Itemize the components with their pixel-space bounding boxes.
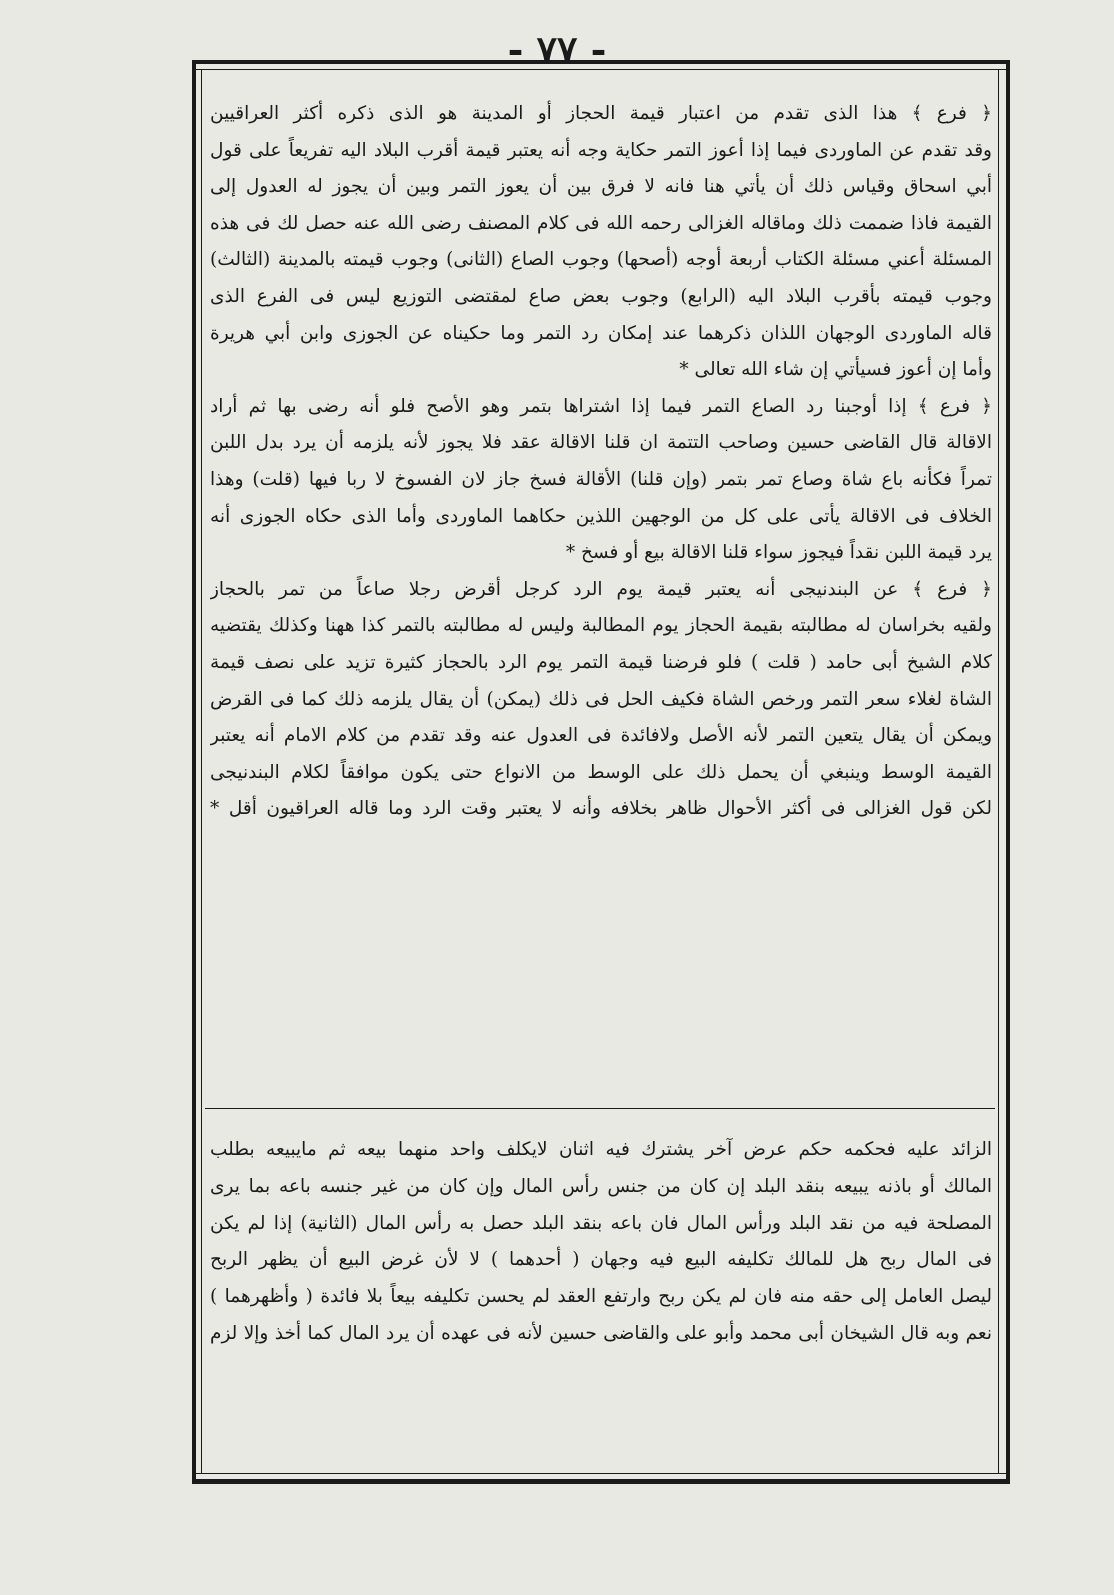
text-line: الشاة لغلاء سعر التمر ورخص الشاة فكيف الحل فى ذلك (يمكن) أن يقال يلزمه ذلك كما فى القرض [210, 688, 992, 710]
text-line: الاقالة قال القاضى حسين وصاحب التتمة ان قلنا الاقالة عقد فلا يجوز لأنه يلزمه أن يرد بدل اللبن [210, 432, 992, 454]
footnote-line: ليصل العامل إلى حقه منه فان لم يكن ربح وارتفع العقد لم يحسن تكليفه بيعاً بلا فائدة ( وأظهرهما ) [210, 1286, 992, 1308]
text-line: وقد تقدم عن الماوردى فيما إذا أعوز التمر حكاية وجه أنه يعتبر قيمة أقرب البلاد اليه تفريعاً على قول [210, 139, 992, 161]
text-line: المسئلة أعني مسئلة الكتاب أربعة أوجه (أصحها) وجوب الصاع (الثانى) وجوب قيمته بالمدينة (الثالث) [210, 249, 992, 271]
text-line: ولقيه بخراسان له مطالبته بقيمة الحجاز يوم المطالبة وليس له مطالبته بالتمر كذا ههنا وكذلك يقتضيه [210, 615, 992, 637]
top-double-rule [192, 60, 1010, 70]
main-text [210, 96, 992, 828]
text-line: وأما إن أعوز فسيأتي إن شاء الله تعالى * [679, 359, 992, 381]
footnote-line: نعم وبه قال الشيخان أبى محمد وأبو على والقاضى حسين لأنه فى عهده أن يرد المال كما أخذ وإلا لزم [210, 1322, 992, 1344]
footnote-line: المالك أو باذنه يبيعه بنقد البلد إن كان من جنس رأس المال وإن كان من غير جنسه باعه بما يرى [210, 1175, 992, 1197]
text-line: يرد قيمة اللبن نقداً فيجوز سواء قلنا الاقالة بيع أو فسخ * [565, 542, 992, 564]
footnote-line: فى المال ربح هل للمالك تكليفه البيع فيه وجهان ( أحدهما ) لا لأن غرض البيع أن يظهر الربح [210, 1249, 992, 1271]
text-line: ﴿ فرع ﴾ إذا أوجبنا رد الصاع التمر فيما إذا اشتراها بتمر وهو الأصح فلو أنه رضى بها ثم أراد [210, 395, 992, 417]
text-line: الخلاف فى الاقالة يأتى على كل من الوجهين اللذين حكاهما الماوردى وأما الذى حكاه الجوزى أنه [210, 505, 992, 527]
text-line: وجوب قيمته بأقرب البلاد اليه (الرابع) وجوب بعض صاع لمقتضى التوزيع ليس فى الفرع الذى [210, 285, 992, 307]
text-line: ﴿ فرع ﴾ هذا الذى تقدم من اعتبار قيمة الحجاز أو المدينة هو الذى ذكره أكثر العراقيين [210, 103, 992, 124]
text-line: لكن قول الغزالى فى أكثر الأحوال ظاهر بخلافه وأنه لا يعتبر وقت الرد وما قاله العراقيون أقل * [210, 798, 992, 820]
text-line: أبي اسحاق وقياس ذلك أن يأتي هنا فانه لا فرق بين أن يعوز التمر وبين أن يجوز له العدول إلى [210, 176, 992, 198]
inner-left-rule [201, 70, 202, 1473]
footnote-text [210, 1132, 992, 1353]
text-line: تمراً فكأنه باع شاة وصاع تمر بتمر (وإن قلنا) الأقالة فسخ جاز لان الفسوخ لا ربا فيها (قلت) وهذا [210, 468, 992, 490]
text-line: ويمكن أن يقال يتعين التمر لأنه الأصل ولافائدة فى العدول عنه وقد تقدم من كلام الامام أنه يعتبر [210, 725, 992, 747]
bottom-double-rule [192, 1473, 1010, 1484]
text-line: القيمة فاذا ضممت ذلك وماقاله الغزالى رحمه الله فى كلام المصنف رضى الله عنه حصل لك فى هذه [210, 212, 992, 234]
page-number: - ٧٧ - [507, 27, 607, 72]
text-line: ﴿ فرع ﴾ عن البندنيجى أنه يعتبر قيمة يوم الرد كرجل أقرض رجلا صاعاً من تمر بالحجاز [210, 578, 992, 600]
text-line: القيمة الوسط وينبغي أن يحمل ذلك على الوسط من الانواع حتى يكون موافقاً لكلام البندنيجى [210, 761, 992, 783]
text-line: كلام الشيخ أبى حامد ( قلت ) فلو فرضنا قيمة التمر يوم الرد بالحجاز كثيرة تزيد على نصف قيمة [210, 651, 992, 673]
text-line: قاله الماوردى الوجهان اللذان ذكرهما عند إمكان رد التمر وما حكيناه عن الجوزى وابن أبي هريرة [210, 322, 992, 344]
inner-right-rule [998, 70, 999, 1473]
footnote-line: المصلحة فيه من نقد البلد ورأس المال فان باعه بنقد البلد حصل به رأس المال (الثانية) إذا لم يكن [210, 1212, 992, 1234]
footnote-divider [205, 1108, 995, 1109]
footnote-line: الزائد عليه فحكمه حكم عرض آخر يشترك فيه اثنان لايكلف واحد منهما بيعه ثم مايبيعه بطلب [210, 1139, 992, 1160]
